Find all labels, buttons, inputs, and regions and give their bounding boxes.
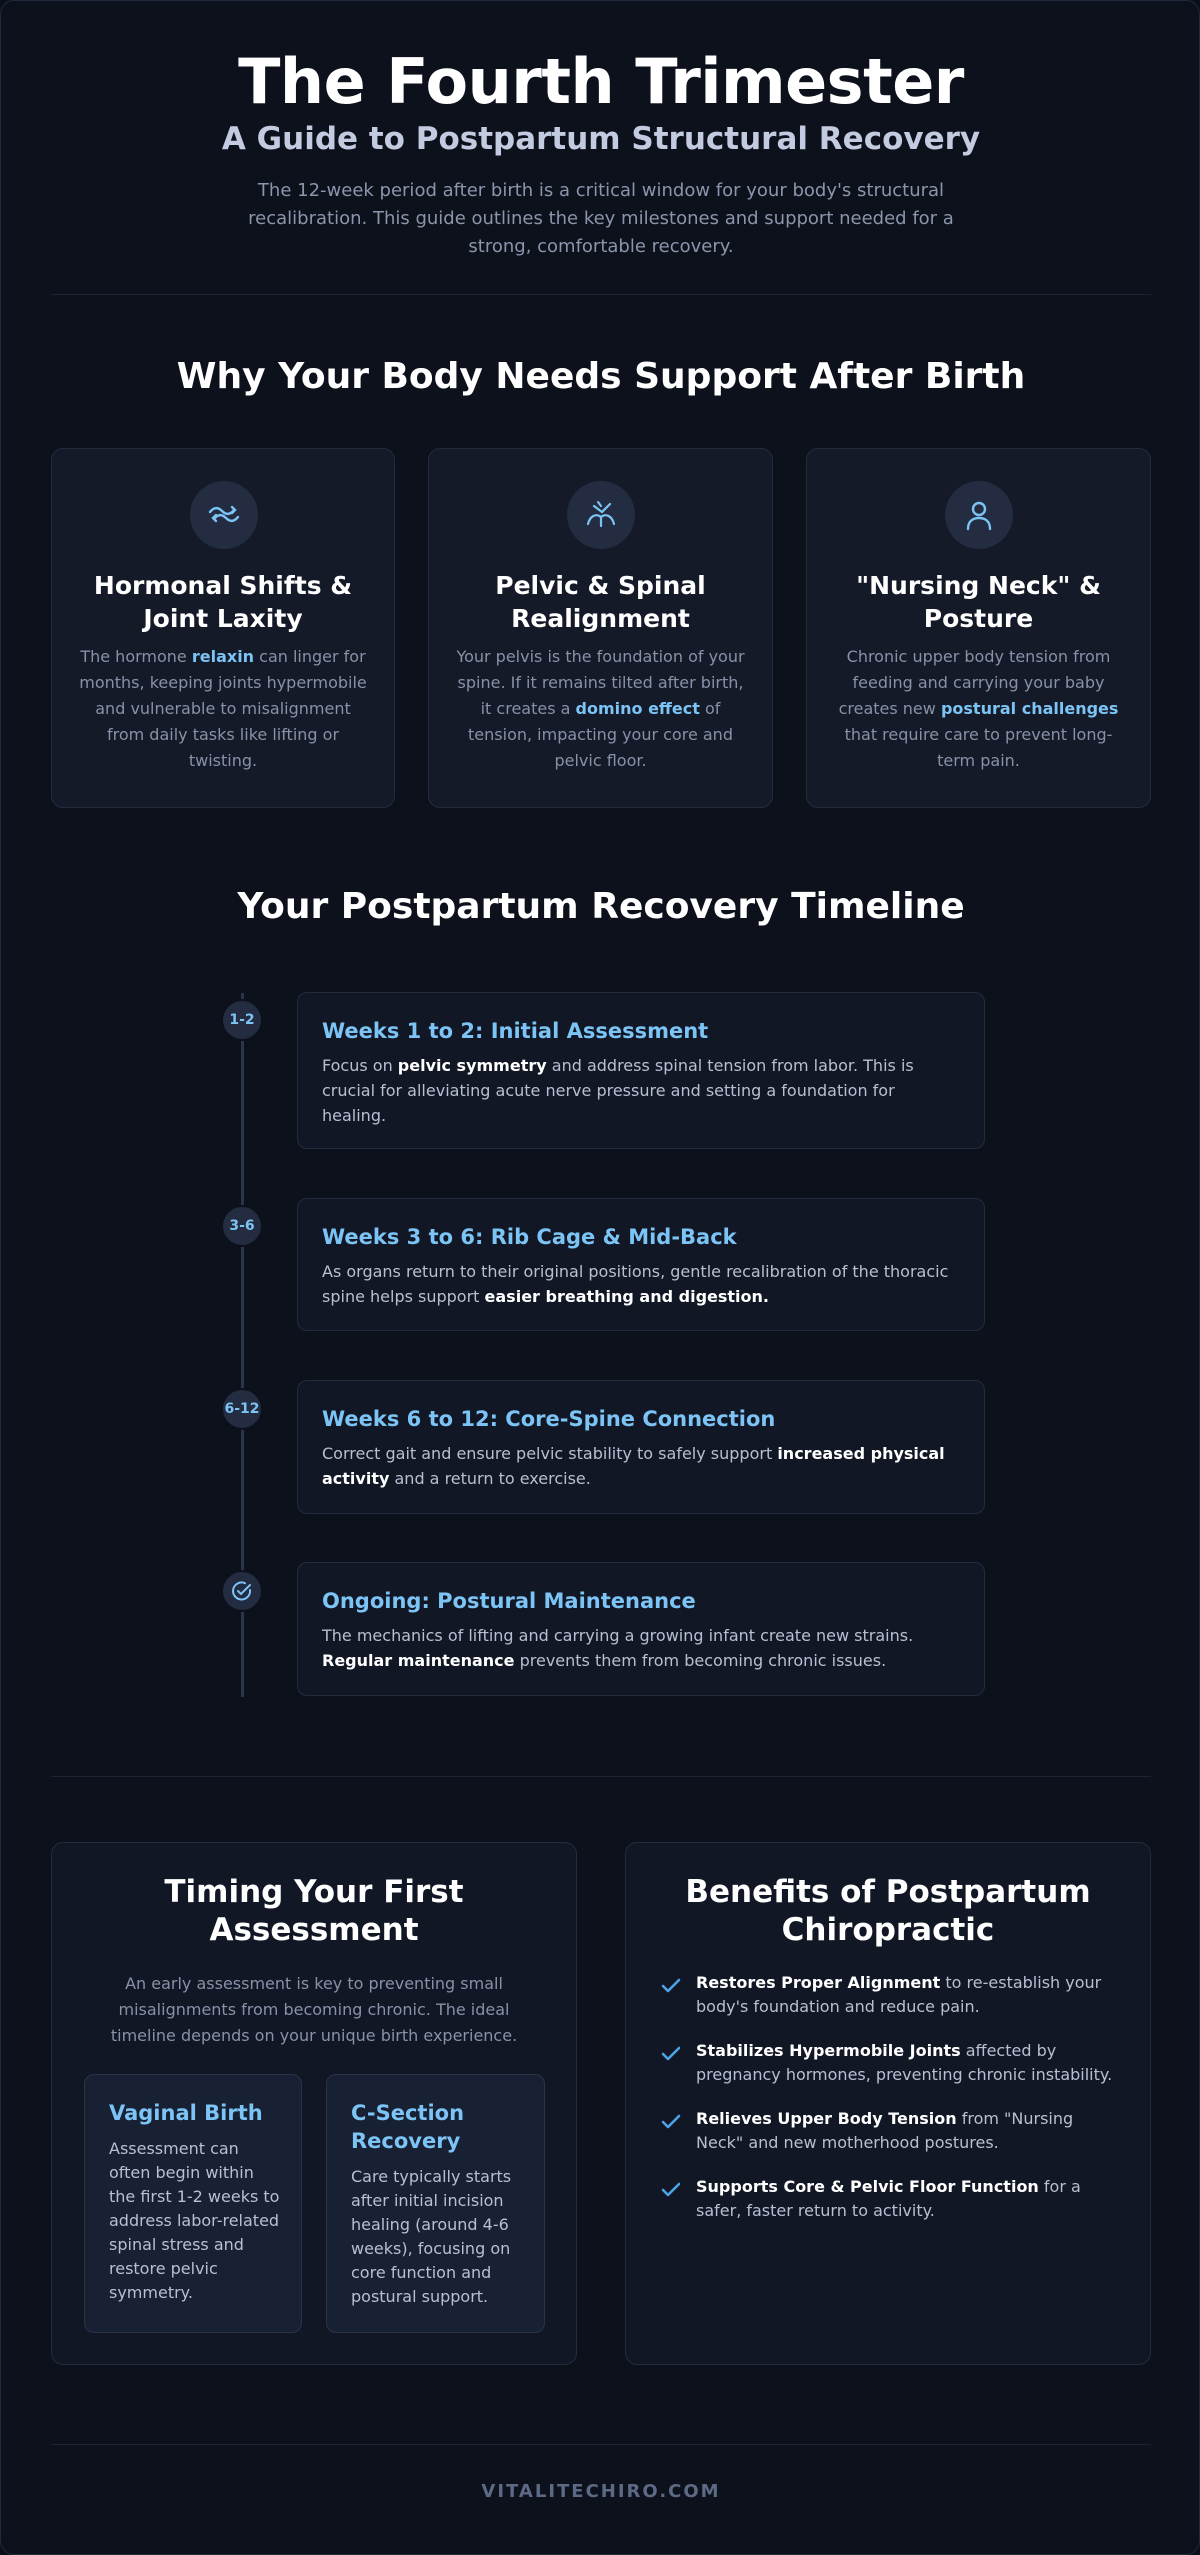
card-title: Pelvic & Spinal Realignment — [495, 571, 706, 633]
timing-intro: An early assessment is key to preventing small misalignments from becoming chronic. The ideal timeline depends on your unique birth experience. — [110, 1974, 518, 2045]
c-section-card — [326, 2074, 545, 2333]
card-title: "Nursing Neck" & Posture — [856, 571, 1101, 633]
timeline-item — [297, 1380, 985, 1514]
timeline-badge: 6-12 — [221, 1388, 263, 1430]
divider — [51, 294, 1151, 295]
card-text: Your pelvis is the foundation of your spine. If it remains tilted after birth, it creates a domino effect of tension, impacting your core and pelvic floor. — [456, 647, 745, 770]
card-text: Chronic upper body tension from feeding and carrying your baby creates new postural challenges that require care to prevent long-term pain. — [838, 647, 1119, 770]
highlight-term: domino effect — [575, 699, 700, 718]
highlight-term: postural challenges — [940, 699, 1119, 718]
check-icon — [660, 2111, 682, 2133]
timing-title: Timing Your First Assessment — [164, 1874, 464, 1948]
c-section-text: Care typically starts after initial incision healing (around 4-6 weeks), focusing on core function and postural support. — [351, 2167, 512, 2306]
highlight-term: relaxin — [191, 647, 255, 666]
intro-text: The 12-week period after birth is a critical window for your body's structural recalibration. This guide outlines the key milestones and support needed for a strong, comfortable recovery. — [248, 180, 954, 257]
divider — [51, 2444, 1151, 2445]
vaginal-birth-text: Assessment can often begin within the first 1-2 weeks to address labor-related spinal stress and restore pelvic symmetry. — [109, 2139, 280, 2302]
card-posture — [806, 448, 1151, 808]
card-pelvic — [428, 448, 773, 808]
person-icon — [945, 481, 1013, 549]
pelvis-icon — [567, 481, 635, 549]
benefit-item: Supports Core & Pelvic Floor Function for a safer, faster return to activity. — [696, 2177, 1081, 2220]
timeline-item — [297, 992, 985, 1149]
timeline-item-title: Weeks 1 to 2: Initial Assessment — [322, 1019, 709, 1043]
benefits-panel — [625, 1842, 1151, 2365]
timeline-item-text: Focus on pelvic symmetry and address spinal tension from labor. This is crucial for alleviating acute nerve pressure and setting a foundation for healing. — [322, 1056, 914, 1125]
timeline-section-title: Your Postpartum Recovery Timeline — [237, 886, 965, 927]
check-circle-icon — [221, 1570, 263, 1612]
divider — [51, 1776, 1151, 1777]
benefits-title: Benefits of Postpartum Chiropractic — [685, 1874, 1091, 1948]
page-title: The Fourth Trimester — [238, 45, 964, 118]
page-subtitle: A Guide to Postpartum Structural Recovery — [221, 121, 981, 157]
timeline-item-title: Weeks 6 to 12: Core-Spine Connection — [322, 1407, 776, 1431]
timeline-item-title: Ongoing: Postural Maintenance — [322, 1589, 696, 1613]
benefit-item: Relieves Upper Body Tension from "Nursing Neck" and new motherhood postures. — [696, 2109, 1074, 2152]
footer-website: VITALITECHIRO.COM — [481, 2481, 721, 2502]
benefit-item: Restores Proper Alignment to re-establish your body's foundation and reduce pain. — [696, 1973, 1102, 2016]
timeline-item — [297, 1198, 985, 1331]
check-icon — [660, 2179, 682, 2201]
card-title: Hormonal Shifts & Joint Laxity — [93, 571, 353, 633]
vaginal-birth-card — [84, 2074, 302, 2333]
timing-panel — [51, 1842, 577, 2365]
check-icon — [660, 2043, 682, 2065]
benefit-item: Stabilizes Hypermobile Joints affected by pregnancy hormones, preventing chronic instability. — [696, 2041, 1113, 2084]
card-hormonal — [51, 448, 395, 808]
hormone-waves-icon — [190, 481, 258, 549]
timeline-item — [297, 1562, 985, 1696]
check-icon — [660, 1975, 682, 1997]
timeline-item-text: As organs return to their original positions, gentle recalibration of the thoracic spine helps support easier breathing and digestion. — [322, 1262, 949, 1306]
card-text: The hormone relaxin can linger for months, keeping joints hypermobile and vulnerable to misalignment from daily tasks like lifting or twisting. — [79, 647, 367, 770]
why-section-title: Why Your Body Needs Support After Birth — [176, 356, 1026, 397]
timeline-item-text: Correct gait and ensure pelvic stability to safely support increased physical activity and a return to exercise. — [322, 1444, 945, 1488]
timeline-badge: 3-6 — [221, 1205, 263, 1247]
timeline-item-title: Weeks 3 to 6: Rib Cage & Mid-Back — [322, 1225, 737, 1249]
vaginal-birth-title: Vaginal Birth — [109, 2101, 263, 2125]
timeline-item-text: The mechanics of lifting and carrying a growing infant create new strains. Regular maintenance prevents them from becoming chronic issues. — [322, 1626, 914, 1670]
c-section-title: C-Section Recovery — [351, 2101, 465, 2153]
timeline-badge: 1-2 — [221, 999, 263, 1041]
